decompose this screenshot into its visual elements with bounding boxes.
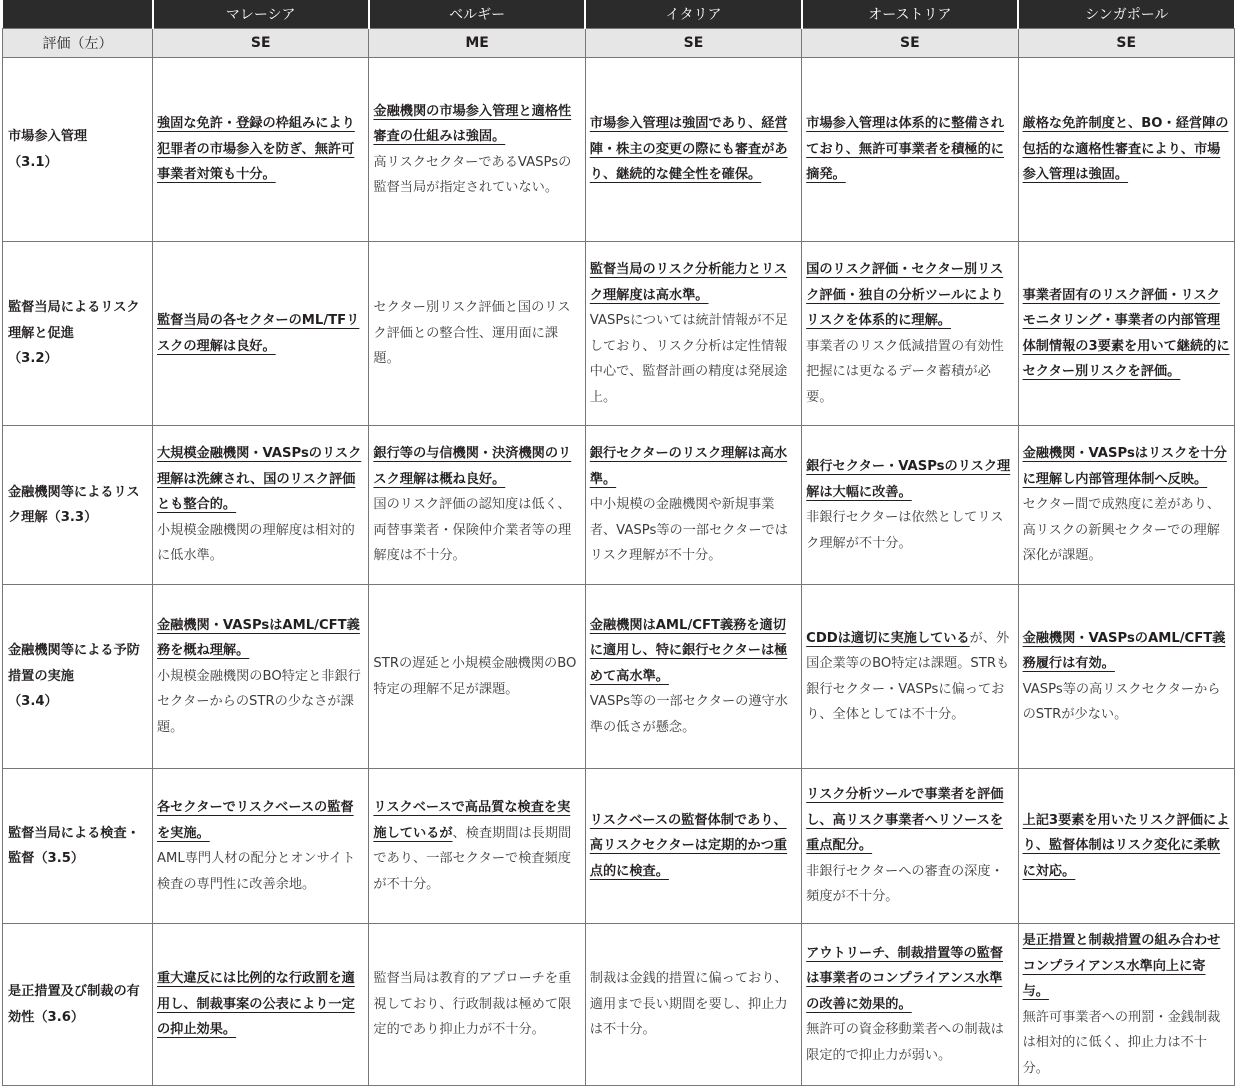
assessment-cell-austria bbox=[802, 585, 1018, 769]
table-row bbox=[3, 769, 1235, 924]
row-label bbox=[3, 58, 153, 242]
row-label bbox=[3, 242, 153, 426]
key-finding: 国のリスク評価・セクター別リスク評価・独自の分析ツールによりリスクを体系的に理解。 bbox=[806, 262, 1004, 328]
key-finding: 銀行セクター・VASPsのリスク理解は大幅に改善。 bbox=[806, 459, 1011, 500]
rating-malaysia: SE bbox=[153, 29, 369, 58]
key-finding: 是正措置と制裁措置の組み合わせコンプライアンス水準向上に寄与。 bbox=[1022, 933, 1221, 999]
assessment-cell-belgium bbox=[369, 924, 585, 1086]
key-finding: リスクベースの監督体制であり、高リスクセクターは定期的かつ重点的に検査。 bbox=[589, 812, 788, 879]
assessment-cell-austria bbox=[802, 58, 1018, 242]
key-finding: 厳格な免許制度と、BO・経営陣の包括的な適格性審査により、市場参入管理は強固。 bbox=[1022, 116, 1229, 183]
finding-note: 、検査期間は長期間であり、一部セクターで検査頻度が不十分。 bbox=[373, 825, 572, 892]
finding-note: 無許可事業者への刑罰・金銭制裁は相対的に低く、抑止力は不十分。 bbox=[1022, 1009, 1221, 1076]
country-header-singapore: シンガポール bbox=[1018, 0, 1234, 29]
key-finding: 各セクターでリスクベースの監督を実施。 bbox=[157, 800, 354, 841]
row-label-line: 金融機関等によるリスク理解（3.3） bbox=[8, 484, 140, 525]
finding-note: 非銀行セクターは依然としてリスク理解が不十分。 bbox=[806, 510, 1004, 551]
assessment-cell-austria bbox=[802, 769, 1018, 924]
table-row bbox=[3, 924, 1235, 1086]
assessment-cell-belgium bbox=[369, 769, 585, 924]
finding-note: AML専門人材の配分とオンサイト検査の専門性に改善余地。 bbox=[157, 851, 356, 892]
assessment-cell-singapore bbox=[1018, 426, 1234, 585]
rating-label: 評価（左） bbox=[3, 29, 153, 58]
assessment-cell-malaysia bbox=[153, 924, 369, 1086]
key-finding: 大規模金融機関・VASPsのリスク理解は洗練され、国のリスク評価とも整合的。 bbox=[157, 446, 362, 513]
assessment-cell-malaysia bbox=[153, 769, 369, 924]
key-finding: 金融機関・VASPsのAML/CFT義務履行は有効。 bbox=[1022, 630, 1226, 671]
row-label bbox=[3, 769, 153, 924]
finding-note: 非銀行セクターへの審査の深度・頻度が不十分。 bbox=[806, 863, 1004, 905]
assessment-cell-singapore bbox=[1018, 58, 1234, 242]
key-finding: 事業者固有のリスク評価・リスクモニタリング・事業者の内部管理体制情報の3要素を用いて継続的にセクター別リスクを評価。 bbox=[1022, 287, 1230, 379]
row-label-line: （3.4） bbox=[8, 694, 58, 710]
assessment-cell-malaysia bbox=[153, 426, 369, 585]
country-header-row bbox=[3, 0, 1235, 29]
key-finding: 監督当局の各セクターのML/TFリスクの理解は良好。 bbox=[157, 313, 360, 354]
finding-note: 小規模金融機関の理解度は相対的に低水準。 bbox=[157, 522, 355, 564]
row-label bbox=[3, 924, 153, 1086]
finding-note: が、外国企業等のBO特定は課題。STRも銀行セクター・VASPsに偏っており、全体としては不十分。 bbox=[806, 630, 1010, 722]
key-finding: 市場参入管理は体系的に整備されており、無許可事業者を積極的に摘発。 bbox=[806, 116, 1004, 183]
assessment-cell-singapore bbox=[1018, 924, 1234, 1086]
rating-singapore: SE bbox=[1018, 29, 1234, 58]
assessment-cell-singapore bbox=[1018, 769, 1234, 924]
key-finding: CDDは適切に実施している bbox=[806, 630, 970, 646]
assessment-cell-italy bbox=[585, 769, 801, 924]
finding-note: STRの遅延と小規模金融機関のBO特定の理解不足が課題。 bbox=[373, 656, 577, 697]
row-label-line: （3.1） bbox=[8, 154, 58, 170]
assessment-cell-italy bbox=[585, 58, 801, 242]
country-header-austria: オーストリア bbox=[802, 0, 1018, 29]
key-finding: リスク分析ツールで事業者を評価し、高リスク事業者へリソースを重点配分。 bbox=[806, 787, 1004, 854]
finding-note: 高リスクセクターであるVASPsの監督当局が指定されていない。 bbox=[373, 154, 572, 195]
assessment-cell-belgium bbox=[369, 58, 585, 242]
row-label-line: （3.2） bbox=[8, 351, 58, 367]
key-finding: 金融機関・VASPsはリスクを十分に理解し内部管理体制へ反映。 bbox=[1022, 446, 1227, 487]
finding-note: 監督当局は教育的アプローチを重視しており、行政制裁は極めて限定的であり抑止力が不十分。 bbox=[373, 971, 572, 1038]
comparison-table bbox=[2, 0, 1235, 1086]
assessment-cell-malaysia bbox=[153, 58, 369, 242]
row-label-line: 監督当局によるリスク理解と促進 bbox=[8, 300, 140, 341]
assessment-cell-italy bbox=[585, 924, 801, 1086]
assessment-cell-belgium bbox=[369, 242, 585, 426]
assessment-cell-austria bbox=[802, 242, 1018, 426]
finding-note: 事業者のリスク低減措置の有効性把握には更なるデータ蓄積が必要。 bbox=[806, 338, 1004, 405]
row-label-line: 市場参入管理 bbox=[8, 129, 88, 144]
assessment-cell-malaysia bbox=[153, 242, 369, 426]
table-row bbox=[3, 585, 1235, 769]
row-label bbox=[3, 426, 153, 585]
assessment-cell-belgium bbox=[369, 426, 585, 585]
key-finding: 強固な免許・登録の枠組みにより犯罪者の市場参入を防ぎ、無許可事業者対策も十分。 bbox=[157, 116, 355, 183]
assessment-cell-italy bbox=[585, 426, 801, 585]
rating-row bbox=[3, 29, 1235, 58]
assessment-cell-malaysia bbox=[153, 585, 369, 769]
assessment-cell-singapore bbox=[1018, 585, 1234, 769]
finding-note: VASPsについては統計情報が不足しており、リスク分析は定性情報中心で、監督計画の精度は発展途上。 bbox=[589, 313, 788, 405]
finding-note: 制裁は金銭的措置に偏っており、適用まで長い期間を要し、抑止力は不十分。 bbox=[589, 971, 788, 1038]
finding-note: 無許可の資金移動業者への制裁は限定的で抑止力が弱い。 bbox=[806, 1022, 1004, 1063]
country-header-italy: イタリア bbox=[585, 0, 801, 29]
table-row bbox=[3, 58, 1235, 242]
finding-note: セクター間で成熟度に差があり、高リスクの新興セクターでの理解深化が課題。 bbox=[1022, 497, 1221, 564]
key-finding: 銀行等の与信機関・決済機関のリスク理解は概ね良好。 bbox=[373, 446, 572, 487]
finding-note: VASPs等の高リスクセクターからのSTRが少ない。 bbox=[1022, 681, 1221, 722]
assessment-cell-austria bbox=[802, 426, 1018, 585]
country-header-belgium: ベルギー bbox=[369, 0, 585, 29]
row-label-line: 是正措置及び制裁の有効性（3.6） bbox=[8, 984, 140, 1025]
key-finding: リスクベースで高品質な検査を実施しているが bbox=[373, 800, 571, 841]
assessment-cell-austria bbox=[802, 924, 1018, 1086]
finding-note: 小規模金融機関のBO特定と非銀行セクターからのSTRの少なさが課題。 bbox=[157, 668, 361, 735]
key-finding: 金融機関の市場参入管理と適格性審査の仕組みは強固。 bbox=[373, 103, 572, 144]
key-finding: 重大違反には比例的な行政罰を適用し、制裁事案の公表により一定の抑止効果。 bbox=[157, 971, 355, 1038]
assessment-cell-belgium bbox=[369, 585, 585, 769]
finding-note: セクター別リスク評価と国のリスク評価との整合性、運用面に課題。 bbox=[373, 300, 571, 367]
key-finding: 上記3要素を用いたリスク評価により、監督体制はリスク変化に柔軟に対応。 bbox=[1022, 812, 1230, 879]
country-header-malaysia: マレーシア bbox=[153, 0, 369, 29]
row-label-line: 監督当局による検査・監督（3.5） bbox=[8, 825, 140, 866]
assessment-cell-italy bbox=[585, 242, 801, 426]
finding-note: VASPs等の一部セクターの遵守水準の低さが懸念。 bbox=[589, 694, 788, 735]
rating-italy: SE bbox=[585, 29, 801, 58]
finding-note: 中小規模の金融機関や新規事業者、VASPs等の一部セクターではリスク理解が不十分。 bbox=[589, 497, 788, 564]
key-finding: アウトリーチ、制裁措置等の監督は事業者のコンプライアンス水準の改善に効果的。 bbox=[806, 945, 1004, 1012]
rating-austria: SE bbox=[802, 29, 1018, 58]
key-finding: 銀行セクターのリスク理解は高水準。 bbox=[589, 446, 788, 487]
key-finding: 監督当局のリスク分析能力とリスク理解度は高水準。 bbox=[589, 262, 788, 303]
row-label-line: 金融機関等による予防措置の実施 bbox=[8, 643, 140, 684]
key-finding: 市場参入管理は強固であり、経営陣・株主の変更の際にも審査があり、継続的な健全性を確保。 bbox=[589, 116, 788, 183]
assessment-cell-singapore bbox=[1018, 242, 1234, 426]
table-row bbox=[3, 242, 1235, 426]
assessment-cell-italy bbox=[585, 585, 801, 769]
table-row bbox=[3, 426, 1235, 585]
finding-note: 国のリスク評価の認知度は低く、両替事業者・保険仲介業者等の理解度は不十分。 bbox=[373, 497, 572, 564]
rating-belgium: ME bbox=[369, 29, 585, 58]
header-corner bbox=[3, 0, 153, 29]
key-finding: 金融機関・VASPsはAML/CFT義務を概ね理解。 bbox=[157, 617, 360, 659]
row-label bbox=[3, 585, 153, 769]
key-finding: 金融機関はAML/CFT義務を適切に適用し、特に銀行セクターは極めて高水準。 bbox=[589, 617, 788, 684]
